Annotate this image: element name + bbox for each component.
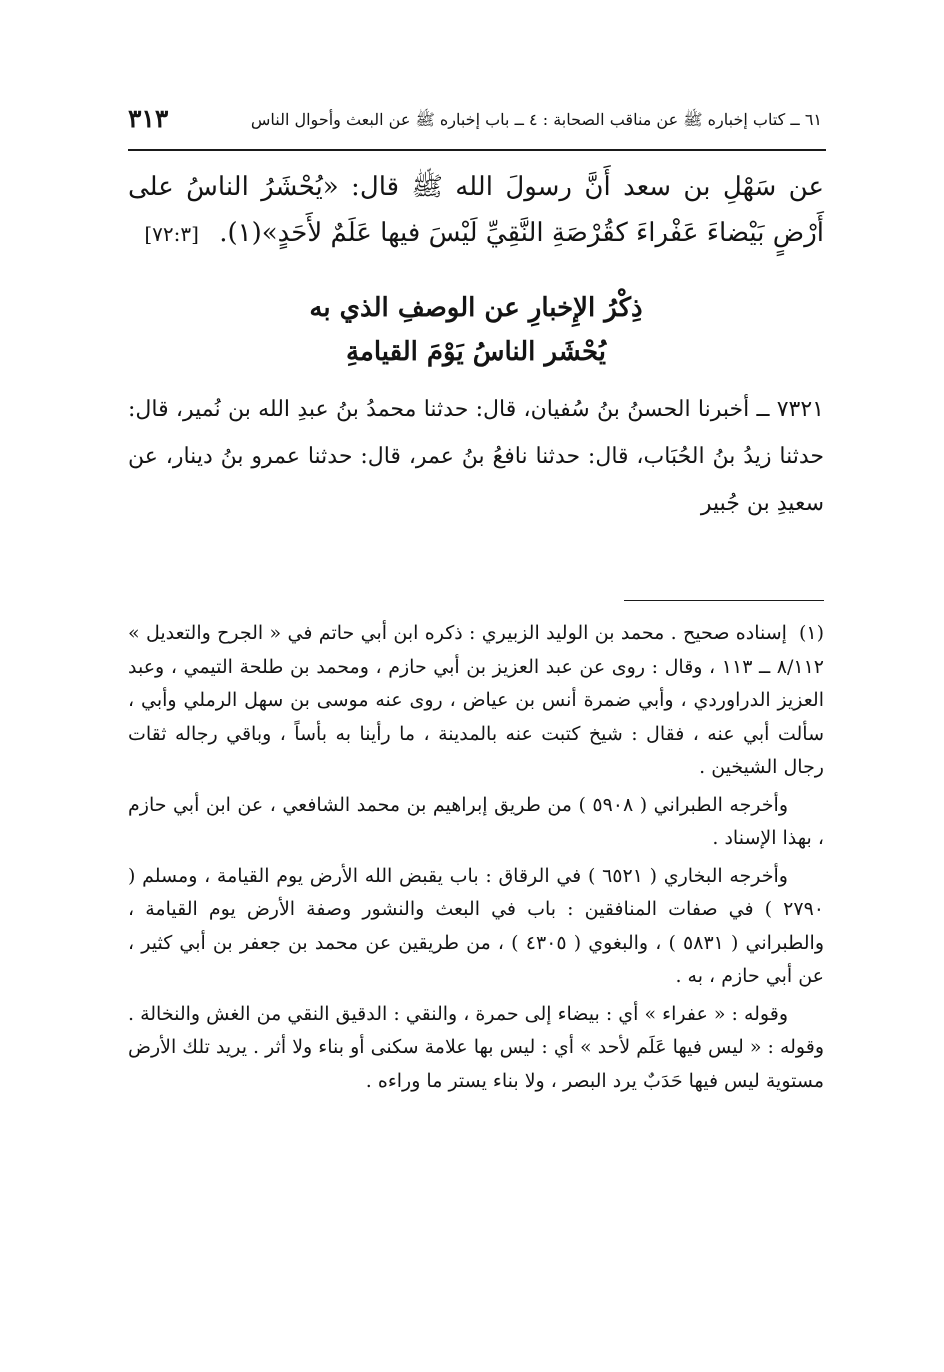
footnote-marker: (١) (798, 622, 824, 644)
footnote-paragraph-4: وقوله : « عفراء » أي : بيضاء إلى حمرة ، والنقي : الدقيق النقي من الغش والنخالة . وقوله : « ليس فيها عَلَم لأحد » أي : ليس بها علامة سكنى أو بناء ولا أثر . يريد تلك الأرض مستوية ليس فيها حَدَبٌ يرد البصر ، ولا بناء يستر ما وراءه . (128, 1002, 824, 1092)
footnote-1 (128, 617, 824, 785)
hadith-body: عن سَهْلِ بن سعد أَنَّ رسولَ الله ﷺ قال: «يُحْشَرُ الناسُ على أَرْضٍ بَيْضاءَ عَفْراءَ كقُرْصَةِ النَّقِيِّ لَيْسَ فيها عَلَمٌ لأَحَدٍ»(١). (128, 172, 824, 248)
footnote-separator (624, 600, 824, 601)
footnote-1-text: إسناده صحيح . محمد بن الوليد الزبيري : ذكره ابن أبي حاتم في « الجرح والتعديل » ٨/١١٢ ــ ١١٣ ، وقال : روى عن عبد العزيز بن أبي حازم ، ومحمد بن طلحة التيمي ، وعبد العزيز الدراوردي ، وأبي ضمرة أنس بن عياض ، روى عنه موسى بن سهل الرملي وأبي ، سألت أبي عنه ، فقال : شيخ كتبت عنه بالمدينة ، ما رأينا به بأساً ، وباقي رجاله ثقات رجال الشيخين . (128, 622, 824, 778)
header-rule (128, 149, 826, 151)
page-number: ٣١٣ (128, 104, 169, 133)
running-header-title: ٦١ ــ كتاب إخباره ﷺ عن مناقب الصحابة : ٤ ــ باب إخباره ﷺ عن البعث وأحوال الناس (250, 110, 822, 129)
footnotes (128, 617, 824, 1098)
running-header (128, 104, 826, 144)
isnad-text: ٧٣٢١ ــ أخبرنا الحسنُ بنُ سُفيان، قال: حدثنا محمدُ بنُ عبدِ الله بن نُمير، قال: حدثنا زيدُ بنُ الحُبَاب، قال: حدثنا نافعُ بنُ عمر، قال: حدثنا عمرو بنُ دينار، عن سعيدِ بن جُبير (128, 397, 824, 516)
chapter-heading (128, 286, 824, 374)
chapter-heading-line-1: ذِكْرُ الإِخبارِ عن الوصفِ الذي به (309, 293, 643, 323)
hadith-reference: [٧٢:٣] (144, 222, 199, 246)
hadith-text (128, 164, 824, 257)
footnote-paragraph-2: وأخرجه الطبراني ( ٥٩٠٨ ) من طريق إبراهيم بن محمد الشافعي ، عن ابن أبي حازم ، بهذا الإسناد . (128, 793, 824, 849)
chapter-heading-line-2: يُحْشَر الناسُ يَوْمَ القيامةِ (345, 337, 607, 367)
footnote-paragraph-3: وأخرجه البخاري ( ٦٥٢١ ) في الرقاق : باب يقبض الله الأرض يوم القيامة ، ومسلم ( ٢٧٩٠ ) في صفات المنافقين : باب في البعث والنشور وصفة الأرض يوم القيامة ، والطبراني ( ٥٨٣١ ) ، والبغوي ( ٤٣٠٥ ) ، من طريقين عن محمد بن جعفر بن أبي كثير ، عن أبي حازم ، به . (128, 864, 824, 987)
